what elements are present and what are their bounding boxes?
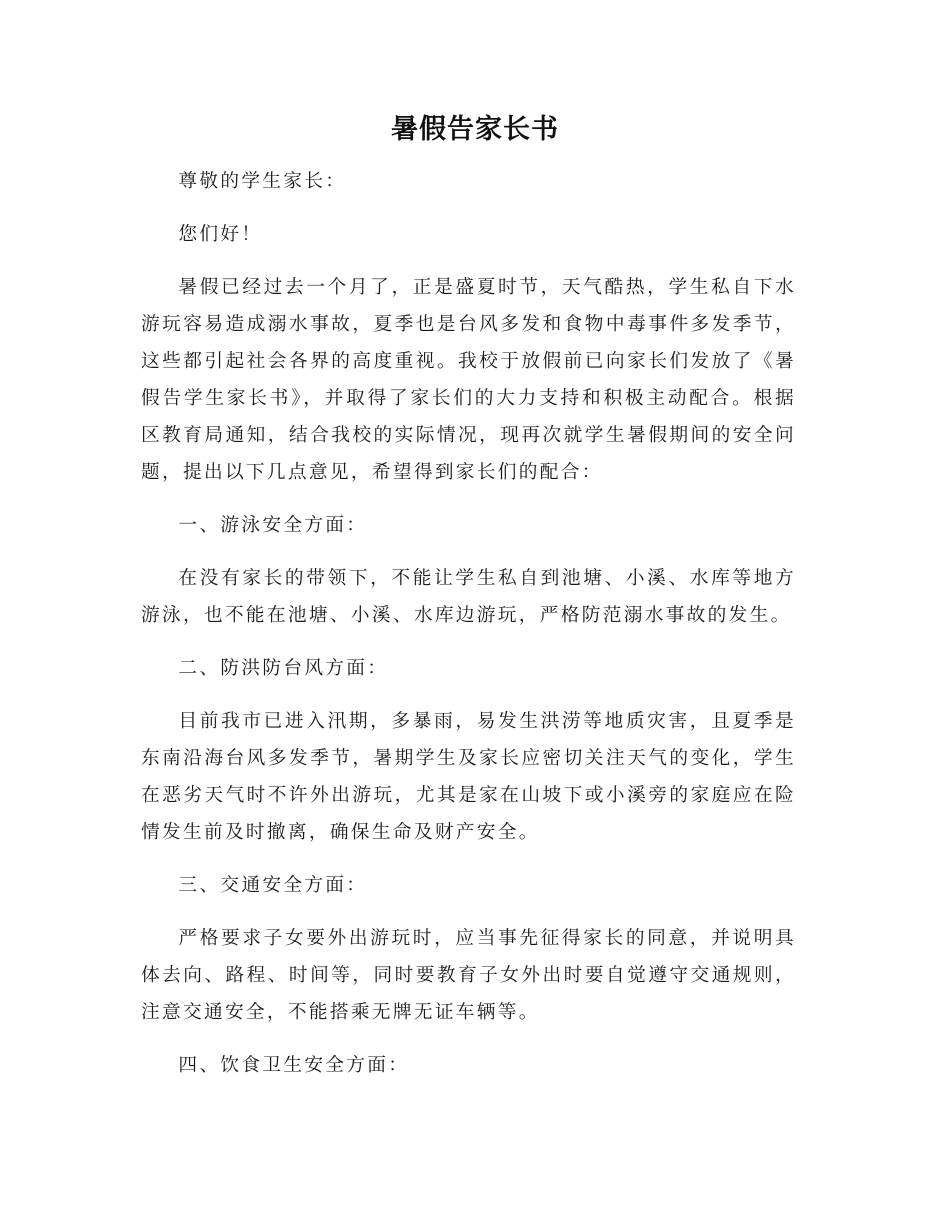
- intro-paragraph: 暑假已经过去一个月了，正是盛夏时节，天气酷热，学生私自下水游玩容易造成溺水事故，夏季也是台风多发和食物中毒事件多发季节，这些都引起社会各界的高度重视。我校于放假前已向家长们发放了《暑假告学生家长书》，并取得了家长们的大力支持和积极主动配合。根据区教育局通知，结合我校的实际情况，现再次就学生暑假期间的安全问题，提出以下几点意见，希望得到家长们的配合：: [141, 277, 796, 483]
- section-text-traffic: 严格要求子女要外出游玩时，应当事先征得家长的同意，并说明具体去向、路程、时间等，同时要教育子女外出时要自觉遵守交通规则，注意交通安全，不能搭乘无牌无证车辆等。: [141, 928, 796, 1023]
- greeting: 您们好！: [178, 224, 263, 245]
- document-title: 暑假告家长书: [391, 114, 559, 145]
- section-heading-flood-typhoon: 二、防洪防台风方面：: [178, 658, 389, 679]
- section-heading-swimming: 一、游泳安全方面：: [178, 515, 368, 536]
- section-heading-food-hygiene: 四、饮食卫生安全方面：: [178, 1055, 410, 1076]
- letter-body: [141, 163, 796, 1100]
- section-text-flood-typhoon: 目前我市已进入汛期，多暴雨，易发生洪涝等地质灾害，且夏季是东南沿海台风多发季节，暑期学生及家长应密切关注天气的变化，学生在恶劣天气时不许外出游玩，尤其是家在山坡下或小溪旁的家庭应在险情发生前及时撤离，确保生命及财产安全。: [141, 711, 796, 843]
- salutation: 尊敬的学生家长：: [178, 171, 347, 192]
- section-heading-traffic: 三、交通安全方面：: [178, 875, 368, 896]
- section-text-swimming: 在没有家长的带领下，不能让学生私自到池塘、小溪、水库等地方游泳，也不能在池塘、小溪、水库边游玩，严格防范溺水事故的发生。: [141, 568, 796, 626]
